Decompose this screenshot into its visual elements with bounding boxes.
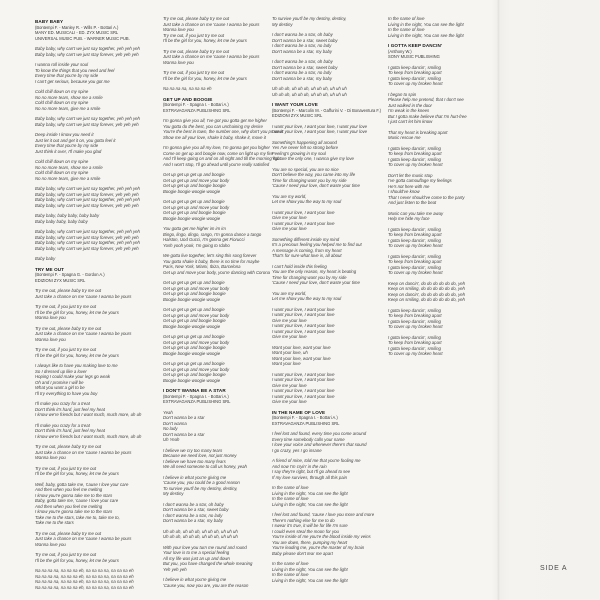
stanza: Try me out, please baby try me out Just take a chance on me 'cause I wanna be yours Wanna love you: [35, 325, 132, 342]
stanza: Na na na na, na na na eh, na na na na, na na na eh Na na na na, na na na eh, na na na na, na na na eh Na na na na, na na na eh, na na na na, na na na eh Na na na na, na na na eh, na na na na, na na na eh: [35, 568, 134, 590]
song-title: GET UP AND BOOGIE: [163, 96, 213, 102]
song-title: I WANT YOUR LOVE: [272, 102, 318, 107]
stanza: You gotta get me higher im im im Bingo, lingo, dingo, rango, I'm gonna dance a tango Halston, Uod Gucci, I'm gonna get Fiorucci Yosh yooh yook, I'm going to Idaho: [163, 226, 262, 248]
stanza: I gotta keep dancin', smiling To keep from breaking apart I gotta keep dancin', smiling To cover up my broken heart: [388, 307, 443, 329]
stanza: Try me out, if you just try me out I'll be the girl for you, honey, let me be yours: [163, 70, 247, 81]
stanza: I can't hold inside this feeling You are the only reason, my heart is beating Time for changing want you by my side 'Cause I need your love, don't waste your time: [272, 263, 360, 285]
song-credit-line: EXTRAVAGANZA PUBLISHING SRL: [163, 107, 231, 113]
stanza: I'll make you crazy for a treat Don't think it's hard, just feel my heat I know we're friends but I want much, much more, uh uh: [35, 401, 142, 417]
stanza: You are so special, you are so nice Don't believe the way, you came into my life Time for changing want you by my side 'Cause I need your love, don't waste your time: [272, 166, 360, 188]
stanza: Get up get up get up and boogie Get up get up and move your body Get up get up and boogie boogie Boogie boogie woogie woogie: [163, 199, 230, 221]
song-title: BABY BABY: [35, 19, 64, 24]
stanza: Try me out, if you just try me out I'll be the girl for you, honey, let me be yours: [35, 552, 119, 563]
stanza: Cold chill down on my spine No no more tears, show me a smile Cold chill down on my spine No no more tears, give me a smile: [35, 89, 103, 111]
song-title: IN THE NAME OF LOVE: [272, 409, 326, 415]
stanza: In the name of love Living in the night, You can see the light In the name of love Living in the night, You can see the light: [272, 561, 348, 583]
stanza: We gotta live together, let's sing this song forever You gotta shake it baby, there is no time for maybe Paris, New York, Miami, Ibiza, Barcelona Get up and move your body, you're dancing with Corona: [163, 253, 271, 275]
stanza: Baby baby, why can't we just say together, yeh yeh yeh Baby baby, why can't we just stay forever, yeh yeh yeh Baby baby, why can't we just say together, yeh yeh yeh Baby baby, why can't we just stay forever, yeh yeh yeh: [35, 229, 140, 251]
stanza: Baby baby, why can't we just say together, yeh yeh yeh Baby baby, why can't we just stay forever, yeh yeh yeh: [35, 46, 140, 57]
stanza: That my heart is breaking apart Music rescue me: [388, 129, 448, 140]
song-credit-line: EXTRAVAGANZA PUBLISHING SRL: [163, 399, 231, 404]
stanza: Cold chill down on my spine No no more tears, show me a smile Cold chill down on my spine No no more tears, give me a smile: [35, 159, 103, 181]
stanza: Get up get up get up and boogie Get up get up and move your body Get up get up and boogie boogie Boogie boogie woogie woogie: [163, 334, 230, 356]
stanza: Don't let the music stop I've gotta camouflage my feelings He's not here with me I should've know That I never should've come to the party And just listen to the beat: [388, 172, 465, 205]
stanza: Baby baby, baby baby, baby baby Baby baby baby, baby baby: [35, 213, 100, 224]
stanza: Get up get up get up and boogie Get up get up and move your body Get up get up and boogie boogie Boogie boogie woogie woogie: [163, 361, 230, 383]
stanza: I gotta keep dancin', smiling To keep from breaking apart I gotta keep dancin', smiling To cover up my broken heart: [388, 253, 443, 275]
song-credit-line: (Bontempi F. - Spagna G. - Gordon A.): [35, 272, 105, 277]
stanza: Try me out, if you just try me out I'll be the girl for you, honey, let me be yours: [35, 347, 119, 358]
song-header: [272, 102, 381, 119]
paper-fold-shadow: [497, 0, 500, 600]
stanza: A friend of mine, told me that you're fooling me And now I'm cryin' in the rain I say they're right, but I'll go ahead to see If my love survives, through all this pain: [272, 458, 361, 480]
stanza: With your love you turn me round and round Your love is to me a special feeling All my life was just an up and down But you, you have changed the whole meaning Yeh yeh yeh: [163, 544, 253, 572]
stanza: You are my world, Let me show you the way to my soul: [272, 193, 342, 204]
stanza: Baby baby, why can't we just say together, yeh yeh yeh Baby baby, why can't we just stay forever, yeh yeh yeh: [35, 116, 140, 127]
stanza: Get up get up get up and boogie Get up get up and move your body Get up get up and boogie boogie Boogie boogie woogie woogie: [163, 172, 230, 194]
song-credit-line: UNIVERSAL MUSIC PUB. - WARNER MUSIC PUB.: [35, 35, 130, 41]
stanza: I wanna roll inside your soul To know the things that you need and feel Every time that you're by my side I can't get serious, because you got me: [35, 62, 115, 84]
stanza: Uh uh uh, uh uh uh, uh uh uh, uh uh uh Uh uh uh, uh uh uh, uh uh uh, uh uh uh: [272, 86, 347, 97]
stanza: I'm gonna give you all, I've got you gotta get me higher You gotta do the best, you can unchaining my desire You're the best in town, the number one, why don't you prove it Show me all your love, shake it baby, shake it, move it: [163, 118, 283, 140]
song-title: TRY ME OUT: [35, 266, 65, 272]
stanza: Try me out, please baby try me out Just take a chance on me 'cause I wanna be yours Wanna love you Try me out, if you just try me out I'll be the girl for you, honey, let me be yours: [163, 16, 260, 43]
stanza: I gotta keep dancin', smiling To keep from breaking apart I gotta keep dancin', smiling To cover up my broken heart: [388, 145, 443, 167]
song-credit-line: SONY MUSIC PUBLISHING: [388, 54, 440, 59]
stanza: Music can you take me away Help me hide my face: [388, 210, 444, 221]
stanza: I believe we cry too many tears Because we need love, not just money I believe we have too many fears We all need someone to call us honey, yeah: [163, 447, 247, 469]
lyrics-column-1: [35, 16, 141, 595]
stanza: I believe in what you're giving me 'Cause you, you could be a good reason To survive you'll be my destiny, destiny, My destiny: [163, 474, 240, 496]
stanza: I don't wanna be a star, oh baby Don't wanna be a star, sweet baby I don't wanna be a star, no lady Don't wanna be a star, my baby: [272, 32, 338, 54]
stanza: Try me out, if you just try me out I'll be the girl for you, honey, let me be yours: [35, 465, 119, 476]
stanza: Something's happening all around Yes I've never felt so strong before Feeling's growing in my soul You are the only one, I wanna give my love: [272, 139, 354, 161]
stanza: Na na na na, na na na eh: [163, 86, 212, 91]
stanza: I feel lost and found, 'cause I love you more and more There's nothing else for me to do I swear it's true, it will be for life I'm sure I could even steal the moon for you You're inside of me you're the blood inside my veins You are down, there, pumping my heart You're leading me, you're the master of my brain Baby please don't tear me apart: [272, 512, 375, 556]
stanza: Something different inside my mind It's a precious feeling you helped me to find out A message is coming, from my heart That's for sure what love is, all about: [272, 236, 362, 258]
stanza: I don't wanna be a star, oh baby Don't wanna be a star, sweet baby I don't wanna be a star, no lady Don't wanna be a star, my baby: [163, 501, 229, 523]
song-credit-line: (Bontempi F. - Spagna I. - Bottari A.): [272, 415, 338, 420]
stanza: I feel lost and found, every time you come around Every time somebody calls your name I love your voice and whenever there's that sound I go crazy, yes I go insane: [272, 431, 367, 453]
lyrics-column-4: [388, 16, 467, 362]
stanza: I gotta keep dancin', smiling To keep from breaking apart I gotta keep dancin', smiling To cover up my broken heart: [388, 334, 443, 356]
stanza: I want your love, I want your love I want your love, I want your love Give me your love I want your love, I want your love I want your love, I want your love Give me your love: [272, 306, 335, 339]
stanza: Try me out, please baby try me out Just take a chance on me 'cause I wanna be yours Wanna love you: [35, 530, 132, 547]
song-header: [35, 267, 141, 284]
stanza: I don't wanna be a star, oh baby Don't wanna be a star, sweet baby I don't wanna be a star, no lady Don't wanna be a star, my baby: [272, 59, 338, 81]
stanza: To survive you'll be my destiny, destiny, My destiny: [272, 16, 347, 27]
stanza: Baby baby, why can't we just say together, yeh yeh yeh Baby baby, why can't we just stay forever, yeh yeh yeh Baby baby, why can't we just say together, yeh yeh yeh Baby baby, why can't we just stay forever, yeh yeh yeh: [35, 186, 140, 208]
stanza: Get up get up get up and boogie Get up get up and move your body Get up get up and boogie boogie Boogie boogie woogie woogie: [163, 307, 230, 329]
stanza: I gotta keep dancin', smiling To keep from breaking apart I gotta keep dancin', smiling To cover up my broken heart: [388, 64, 443, 86]
song-credit-line: (Anthony W.): [388, 48, 412, 54]
stanza: Try me out, please baby try me out Just take a chance on me 'cause I wanna be yours Wanna love you: [35, 444, 132, 460]
stanza: I'm gonna give you all my love, I'm gonna get you higher Come on get up and boogie now, come on light up my fire And I'll keep going on and on all night and till the morning light And I won't stop, I'll go ahead until you're really satisfied: [163, 145, 281, 167]
stanza: Want your love, want your love Want your love, uh Want your love, want your love Want your love: [272, 344, 331, 366]
song-credit-line: (Bontempi F. - Spagna I. - Bottari A.): [163, 102, 229, 107]
lyrics-column-3: [272, 16, 381, 588]
song-credit-line: (Bontempi F. - Spagna I. - Bottari A.): [163, 393, 229, 399]
side-label: SIDE A: [540, 565, 568, 572]
stanza: Try me out, please baby try me out Just take a chance on me 'cause I wanna be yours: [35, 288, 132, 299]
stanza: I gotta keep dancin', smiling To keep from breaking apart I gotta keep dancin', smiling To cover up my broken heart: [388, 226, 443, 248]
stanza: I want your love, I want your love, I want your love I want your love, I want your love, I want your love: [272, 123, 368, 134]
stanza: Try me out, if you just try me out I'll be the girl for you, honey, let me be yours Wanna love you: [35, 304, 119, 320]
stanza: Yeah Don't wanna be a star Don't wanna No lady Don't wanna be a star Uh Yeah: [163, 409, 205, 442]
stanza: Get up get up get up and boogie Get up get up and move your body Get up get up and boogie boogie Boogie boogie woogie woogie: [163, 280, 230, 302]
song-title: I DON'T WANNA BE A STAR: [163, 388, 226, 393]
stanza: Well, baby, gotta take me, 'cause I love your care And then when you feel me melting I know you're gonna take me to the stars Baby, gotta take me, 'cause I love your care And then when you feel me melting I know you're gonna take me to the stars Take me to the stars, take me to, take me to, Take me to the stars: [35, 481, 129, 525]
song-credit-line: EDIZIONI ZYX MUSIC SRL: [35, 277, 86, 283]
stanza: I want your love, I want your love I want your love, I want your love Give me your love I want your love, I want your love I want your love, I want your love Give me your love: [272, 371, 335, 404]
stanza: Deep inside I know you need it Just let it out and get it on, you gotta feel it Every time that you're by my side Just think it over, I'll make you glad: [35, 132, 116, 154]
stanza: Keep on dancin', do do do do do do, yeh Keep on smiling, do do do do do do, yeh Keep on dancin', do do do do do do, yeh Keep on smiling, do do do do do do, yeh: [388, 280, 466, 302]
stanza: I believe in what you're giving me 'Cause you, now you are, you are the reason: [163, 577, 249, 588]
song-credit-line: EDIZIONI ZYX MUSIC SRL: [272, 113, 323, 118]
stanza: I always like to have you making love to me So I dressed up like a lover Hoping I could make your legs go weak Oh and I promise I will be What you want a girl to be I'll try everything to have you boy: [35, 363, 118, 396]
song-credit-line: (Bontempi F. - Manley R. - Wills P. - Bottari A.): [35, 24, 119, 30]
song-header: [388, 43, 467, 60]
song-credit-line: (Bontempi F. - Marcolin M. - Gaffurini V. - Di Bonaventura F.): [272, 107, 381, 113]
stanza: Uh uh uh, uh uh uh, uh uh uh, uh uh uh Uh uh uh, uh uh uh, uh uh uh, uh uh uh: [163, 528, 238, 539]
lyrics-column-2: [163, 16, 283, 593]
stanza: You are my world, Let me show you the way to my soul: [272, 290, 342, 301]
stanza: In the name of love Living in the night, You can see the light In the name of love Living in the night, You can see the light: [388, 16, 464, 38]
song-header: [272, 410, 381, 427]
stanza: I began to spin Please help me pretend, that I don't see Just walked in the door I'm weak in the knees But I gotta make believe that I'm hurt-free I just can't let him know: [388, 91, 467, 124]
song-header: [163, 388, 283, 405]
stanza: I want your love, I want your love Give me your love I want your love, I want your love Give me your love: [272, 209, 335, 231]
stanza: Try me out, please baby try me out Just take a chance on me 'cause I wanna be yours Wanna love you: [163, 48, 260, 65]
stanza: I'll make you crazy for a treat Don't think it's hard, just feel my heat I know we're friends but I want much, much more, uh uh: [35, 422, 142, 439]
song-title: I GOTTA KEEP DANCIN': [388, 43, 443, 48]
stanza: Baby baby: [35, 256, 56, 261]
song-header: [163, 97, 283, 114]
stanza: In the name of love Living in the night, You can see the light In the name of love Living in the night, You can see the light: [272, 485, 348, 507]
song-header: [35, 19, 141, 41]
song-credit-line: MANY ED. MUSICALI - ED. ZYX MUSIC SRL: [35, 30, 119, 35]
song-credit-line: EXTRAVAGANZA PUBLISHING SRL: [272, 420, 340, 426]
